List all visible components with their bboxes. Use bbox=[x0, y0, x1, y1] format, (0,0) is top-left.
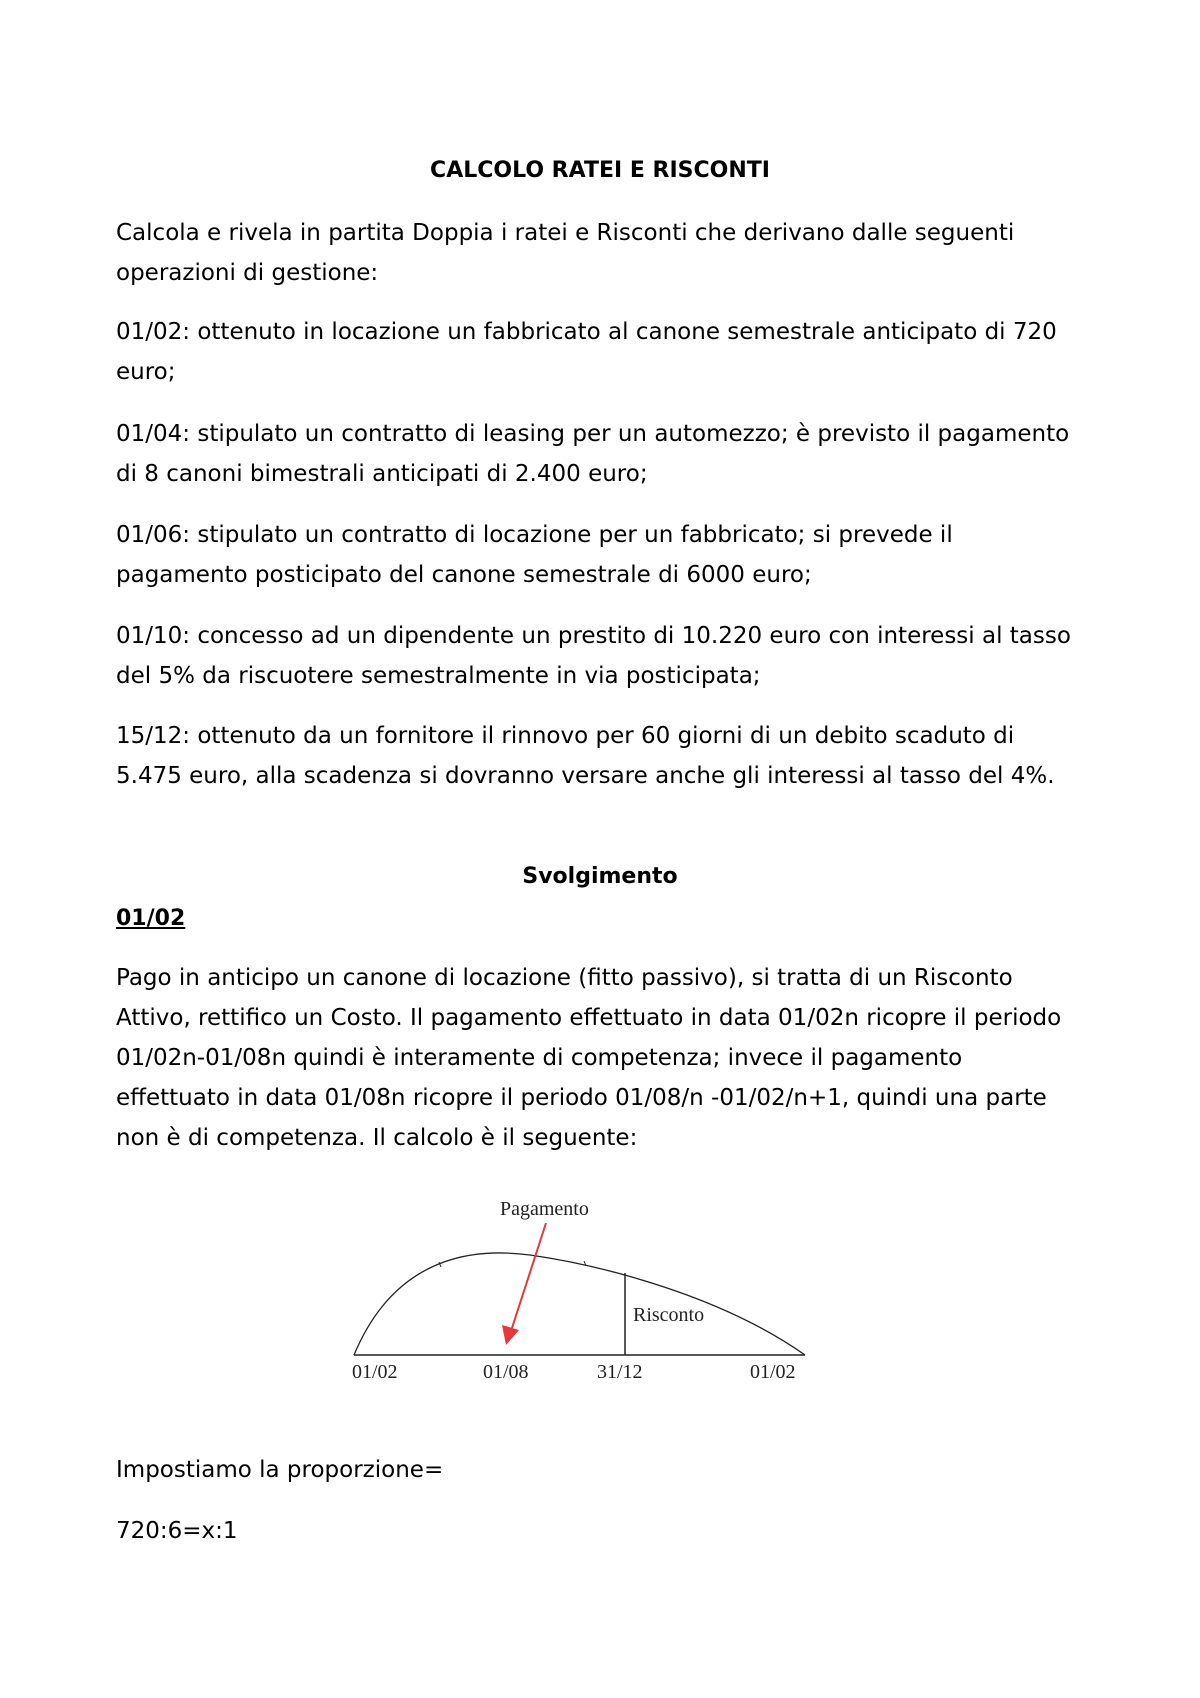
payment-arrow bbox=[512, 1223, 546, 1328]
operation-item: 15/12: ottenuto da un fornitore il rinnovo per 60 giorni di un debito scaduto di 5.475 euro, alla scadenza si dovranno versare anche gli interessi al tasso del 4%. bbox=[116, 723, 1055, 789]
operation-item: 01/02: ottenuto in locazione un fabbricato al canone semestrale anticipato di 720 euro; bbox=[116, 319, 1057, 385]
explanation-paragraph: Pago in anticipo un canone di locazione (fitto passivo), si tratta di un Risconto Attivo, rettifico un Costo. Il pagamento effettuato in data 01/02n ricopre il periodo 01/02n-01/08n quindi è interamente di competenza; invece il pagamento effettuato in data 01/08n ricopre il periodo 01/08/n -01/02/n+1, quindi una parte non è di competenza. Il calcolo è il seguente: bbox=[116, 965, 1062, 1151]
tick-label: 31/12 bbox=[597, 1361, 643, 1383]
operation-item: 01/06: stipulato un contratto di locazione per un fabbricato; si prevede il pagamento posticipato del canone semestrale di 6000 euro; bbox=[116, 522, 953, 588]
section-date-heading: 01/02 bbox=[116, 906, 186, 931]
intro-paragraph: Calcola e rivela in partita Doppia i ratei e Risconti che derivano dalle seguenti operazioni di gestione: bbox=[116, 220, 1015, 286]
period-arc bbox=[354, 1253, 805, 1355]
operation-item: 01/10: concesso ad un dipendente un prestito di 10.220 euro con interessi al tasso del 5% da riscuotere semestralmente in via posticipata; bbox=[116, 623, 1071, 689]
tick-label: 01/02 bbox=[750, 1361, 796, 1383]
risconto-label: Risconto bbox=[633, 1304, 705, 1326]
tick-label: 01/02 bbox=[352, 1361, 398, 1383]
proportion-label: Impostiamo la proporzione= bbox=[116, 1457, 444, 1483]
operation-item: 01/04: stipulato un contratto di leasing per un automezzo; è previsto il pagamento di 8 canoni bimestrali anticipati di 2.400 euro; bbox=[116, 421, 1070, 487]
solution-heading: Svolgimento bbox=[522, 864, 678, 889]
page-title: CALCOLO RATEI E RISCONTI bbox=[430, 158, 770, 183]
payment-arrow-head bbox=[502, 1325, 519, 1345]
timeline-diagram bbox=[340, 1185, 820, 1395]
pagamento-label: Pagamento bbox=[500, 1198, 589, 1220]
proportion-equation: 720:6=x:1 bbox=[116, 1518, 238, 1544]
tick-label: 01/08 bbox=[483, 1361, 529, 1383]
